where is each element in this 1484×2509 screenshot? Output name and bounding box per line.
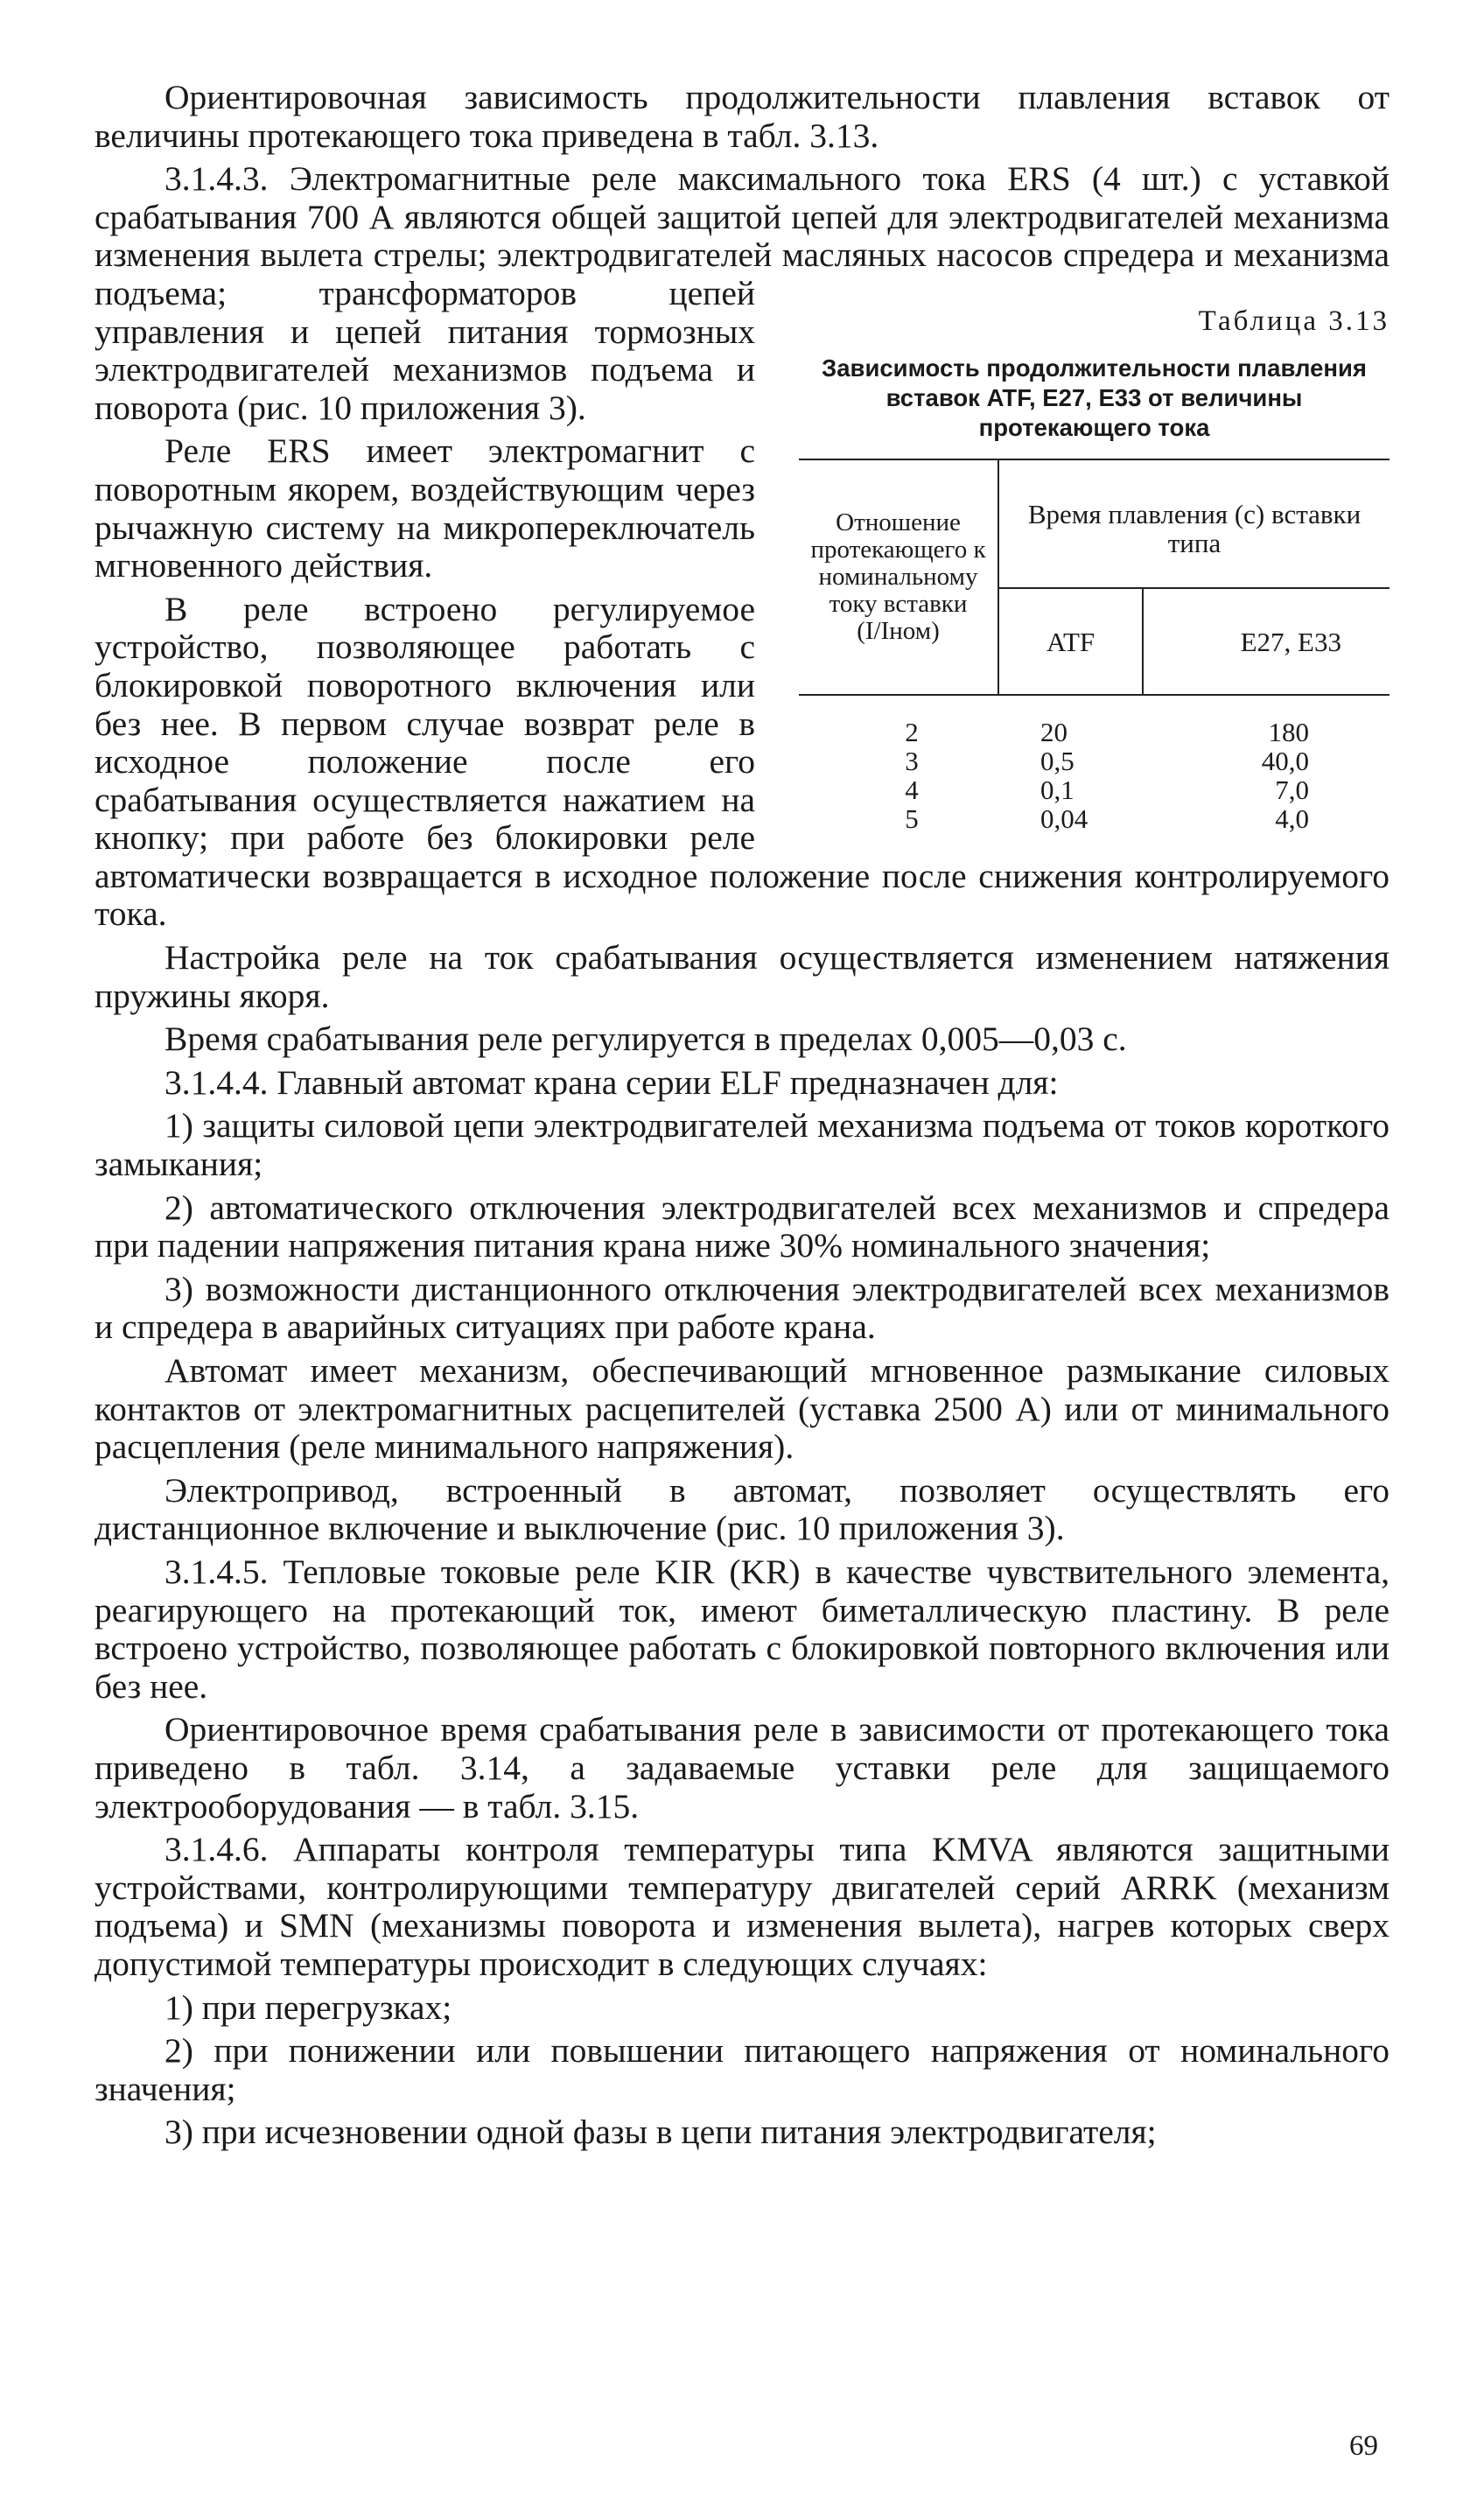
document-page (94, 79, 1390, 2152)
table-cell-ratio: 2 (905, 717, 919, 748)
list-item-kmva-1: 1) при перегрузках; (164, 1987, 452, 2027)
paragraph-intro: Ориентировочная зависимость продолжительности плавления вставок от величины протекающего тока приведена в табл. 3.13. (94, 78, 1390, 155)
table-row (799, 804, 1390, 833)
table-caption: Зависимость продолжительности плавления вставок ATF, E27, E33 от величины протекающего тока (822, 354, 1367, 442)
table-body (799, 696, 1390, 833)
paragraph-3-1-4-5: 3.1.4.5. Тепловые токовые реле KIR (KR) в качестве чувствительного элемента, реагирующего на протекающий ток, имеют биметаллическую пластину. В реле встроено устройство, позволяющее работать с блокировкой повторного включения или без нее. (94, 1552, 1390, 1706)
table-cell-e27-e33: 4,0 (1275, 803, 1309, 835)
table-row (799, 775, 1390, 804)
paragraph-3-1-4-4: 3.1.4.4. Главный автомат крана серии ELF предназначен для: (164, 1062, 1059, 1102)
list-item-elf-1: 1) защиты силовой цепи электродвигателей механизма подъема от токов короткого замыкания; (94, 1106, 1390, 1184)
table-cell-e27-e33: 180 (1268, 717, 1309, 748)
table-row (799, 746, 1390, 775)
table-cell-ratio: 3 (905, 746, 919, 777)
table-header-e27-e33: E27, E33 (1143, 588, 1390, 695)
paragraph-ers: Реле ERS имеет электромагнит с поворотным якорем, воздействующим через рычажную систему на микропереключатель мгновенного действия. (94, 431, 755, 585)
paragraph-tuning: Настройка реле на ток срабатывания осуществляется изменением натяжения пружины якоря. (94, 938, 1390, 1015)
page-number: 69 (1349, 2430, 1378, 2462)
paragraph-drive: Электропривод, встроенный в автомат, позволяет осуществлять его дистанционное включение и выключение (рис. 10 приложения 3). (94, 1470, 1390, 1548)
paragraph-builtin-device: В реле встроено регулируемое устройство, позволяющее работать с блокировкой поворотного включения или без нее. В первом случае возврат реле в исходное положение после его срабатывания осуществляется нажатием на кнопку; при работе без блокировки реле автоматически возвращается в исходное положение после снижения контролируемого тока. (94, 589, 1390, 934)
table-row (799, 696, 1390, 746)
paragraph-3-1-4-3: 3.1.4.3. Электромагнитные реле максимального тока ERS (4 шт.) с уставкой срабатывания 700 А являются общей защитой цепей для электродвигателей механизма изменения вылета стрелы; электродвигателей масляных насосов спредера и механизма подъема; трансформаторов цепей управления и цепей питания тормозных электродвигателей механизмов подъема и поворота (рис. 10 приложения 3). (94, 159, 1390, 427)
table-cell-ratio: 5 (905, 803, 919, 835)
text-with-table (94, 160, 1390, 934)
table-label: Таблица 3.13 (1198, 305, 1390, 338)
paragraph-3-1-4-6: 3.1.4.6. Аппараты контроля температуры типа KMVA являются защитными устройствами, контролирующими температуру двигателей серий ARRK (механизм подъема) и SMN (механизмы поворота и изменения вылета), нагрев которых сверх допустимой температуры происходит в следующих случаях: (94, 1830, 1390, 1983)
list-item-kmva-2: 2) при понижении или повышении питающего напряжения от номинального значения; (94, 2031, 1390, 2108)
table-cell-atf: 0,5 (1040, 746, 1074, 777)
table-cell-atf: 20 (1040, 717, 1068, 748)
paragraph-approx: Ориентировочное время срабатывания реле в зависимости от протекающего тока приведено в табл. 3.14, а задаваемые уставки реле для защищаемого электрооборудования — в табл. 3.15. (94, 1710, 1390, 1826)
table-cell-ratio: 4 (905, 774, 919, 806)
list-item-elf-2: 2) автоматического отключения электродвигателей всех механизмов и спредера при падении напряжения питания крана ниже 30% номинального значения; (94, 1188, 1390, 1265)
table-cell-e27-e33: 40,0 (1261, 746, 1309, 777)
table-3-13 (799, 279, 1390, 833)
table-header-melting-time: Время плавления (с) вставки типа (998, 459, 1390, 588)
list-item-elf-3: 3) возможности дистанционного отключения электродвигателей всех механизмов и спредера в аварийных ситуациях при работе крана. (94, 1269, 1390, 1347)
fuse-melting-table (799, 459, 1390, 833)
paragraph-automat: Автомат имеет механизм, обеспечивающий мгновенное размыкание силовых контактов от электромагнитных расцепителей (уставка 2500 А) или от минимального расцепления (реле минимального напряжения). (94, 1351, 1390, 1467)
list-item-kmva-3: 3) при исчезновении одной фазы в цепи питания электродвигателя; (164, 2113, 1157, 2152)
table-cell-atf: 0,1 (1040, 774, 1074, 806)
table-cell-atf: 0,04 (1040, 803, 1088, 835)
table-header-ratio: Отношение протекающего к номинальному току вставки (I/Iном) (810, 508, 986, 646)
table-header-atf: ATF (998, 588, 1143, 695)
paragraph-time: Время срабатывания реле регулируется в пределах 0,005—0,03 с. (164, 1020, 1127, 1059)
table-cell-e27-e33: 7,0 (1275, 774, 1309, 806)
